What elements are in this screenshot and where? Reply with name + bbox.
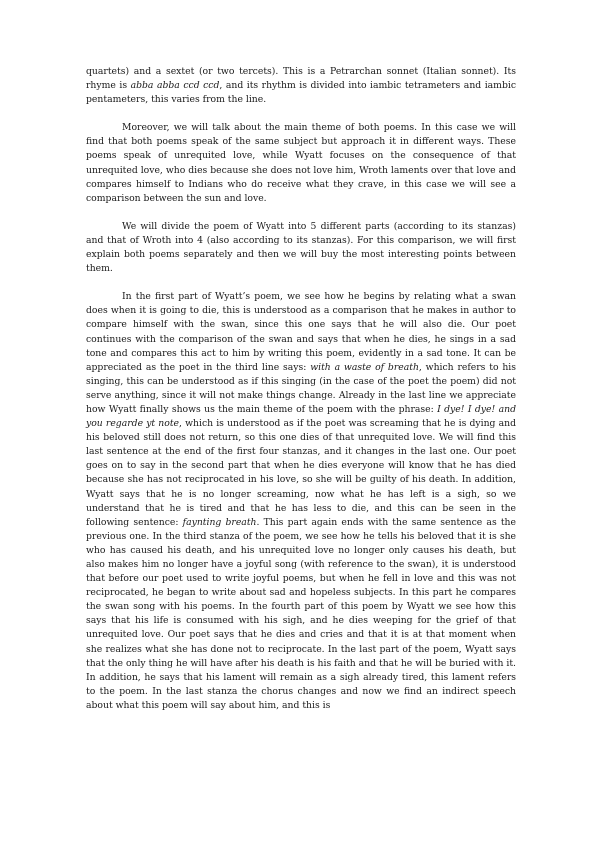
text-segment: , and its rhythm is divided into iambic tetrameters and iambic pentameters, this varies from the line. <box>86 80 517 106</box>
text-segment: , which is understood as if the poet was screaming that he is dying and his beloved still does not return, so this one dies of that unrequited love. We will find this last sentence at the end of the first four stanzas, and it changes in the last one. Our poet goes on to say in the second part that when he dies everyone will know that he has died because she has not reciprocated in his love, so she will be guilty of his death. In addition, Wyatt says that he is no longer screaming, now what he has left is a sigh, so we understand that he is tired and that he has less to die, and this can be seen in the following sentence: <box>86 418 516 528</box>
italic-segment: with a waste of breath <box>310 361 419 373</box>
italic-segment: abba abba ccd ccd <box>130 80 220 92</box>
text-segment: We will divide the poem of Wyatt into 5 different parts (according to its stanzas) and that of Wroth into 4 (also according to its stanzas). For this comparison, we will first explain both poems separately and then we will buy the most interesting points between them. <box>86 220 516 275</box>
italic-segment: faynting breath <box>182 516 257 528</box>
text-segment: quartets) and a sextet (or two tercets). This is a Petrarchan sonnet (Italian sonnet). Its rhyme is <box>86 66 516 92</box>
paragraph-1 <box>86 65 516 107</box>
text-segment: . This part again ends with the same sentence as the previous one. In the third stanza of the poem, we see how he tells his beloved that it is she who has caused his death, and his unrequited love no longer only causes his death, but also makes him no longer have a joyful song (with reference to the swan), it is understood that before our poet used to write joyful poems, but when he fell in love and this was not reciprocated, he began to write about sad and hopeless subjects. In this part he compares the swan song with his poems. In the fourth part of this poem by Wyatt we see how this says that his life is consumed with his sigh, and he dies weeping for the grief of that unrequited love. Our poet says that he dies and cries and that it is at that moment when she realizes what she has done not to reciprocate. In the last part of the poem, Wyatt says that the only thing he will have after his death is his faith and that he will be buried with it. In addition, he says that his lament will remain as a sigh already tired, this lament refers to the poem. In the last stanza the chorus changes and now we find an indirect speech about what this poem will say about him, and this is <box>86 516 516 711</box>
document-page <box>86 65 516 727</box>
text-segment: , which refers to his singing, this can be understood as if this singing (in the case of the poet the poem) did not serve anything, since it will not make things change. Already in the last line we appreciate how Wyatt finally shows us the main theme of the poem with the phrase: <box>86 361 516 415</box>
paragraph-2 <box>86 121 516 206</box>
italic-segment: I dye! I dye! and you regarde yt note <box>86 403 516 430</box>
paragraph-4 <box>86 290 516 713</box>
paragraph-3 <box>86 220 516 276</box>
text-segment: In the first part of Wyatt’s poem, we see how he begins by relating what a swan does when it is going to die, this is understood as a comparison that he makes in author to compare himself with the swan, since this one says that he will also die. Our poet continues with the comparison of the swan and says that when he dies, he sings in a sad tone and compares this act to him by writing this poem, evidently in a sad tone. It can be appreciated as the poet in the third line says: <box>86 291 516 373</box>
text-segment: Moreover, we will talk about the main theme of both poems. In this case we will find that both poems speak of the same subject but approach it in different ways. These poems speak of unrequited love, while Wyatt focuses on the consequence of that unrequited love, who dies because she does not love him, Wroth laments over that love and compares himself to Indians who do receive what they crave, in this case we will see a comparison between the sun and love. <box>86 122 516 204</box>
